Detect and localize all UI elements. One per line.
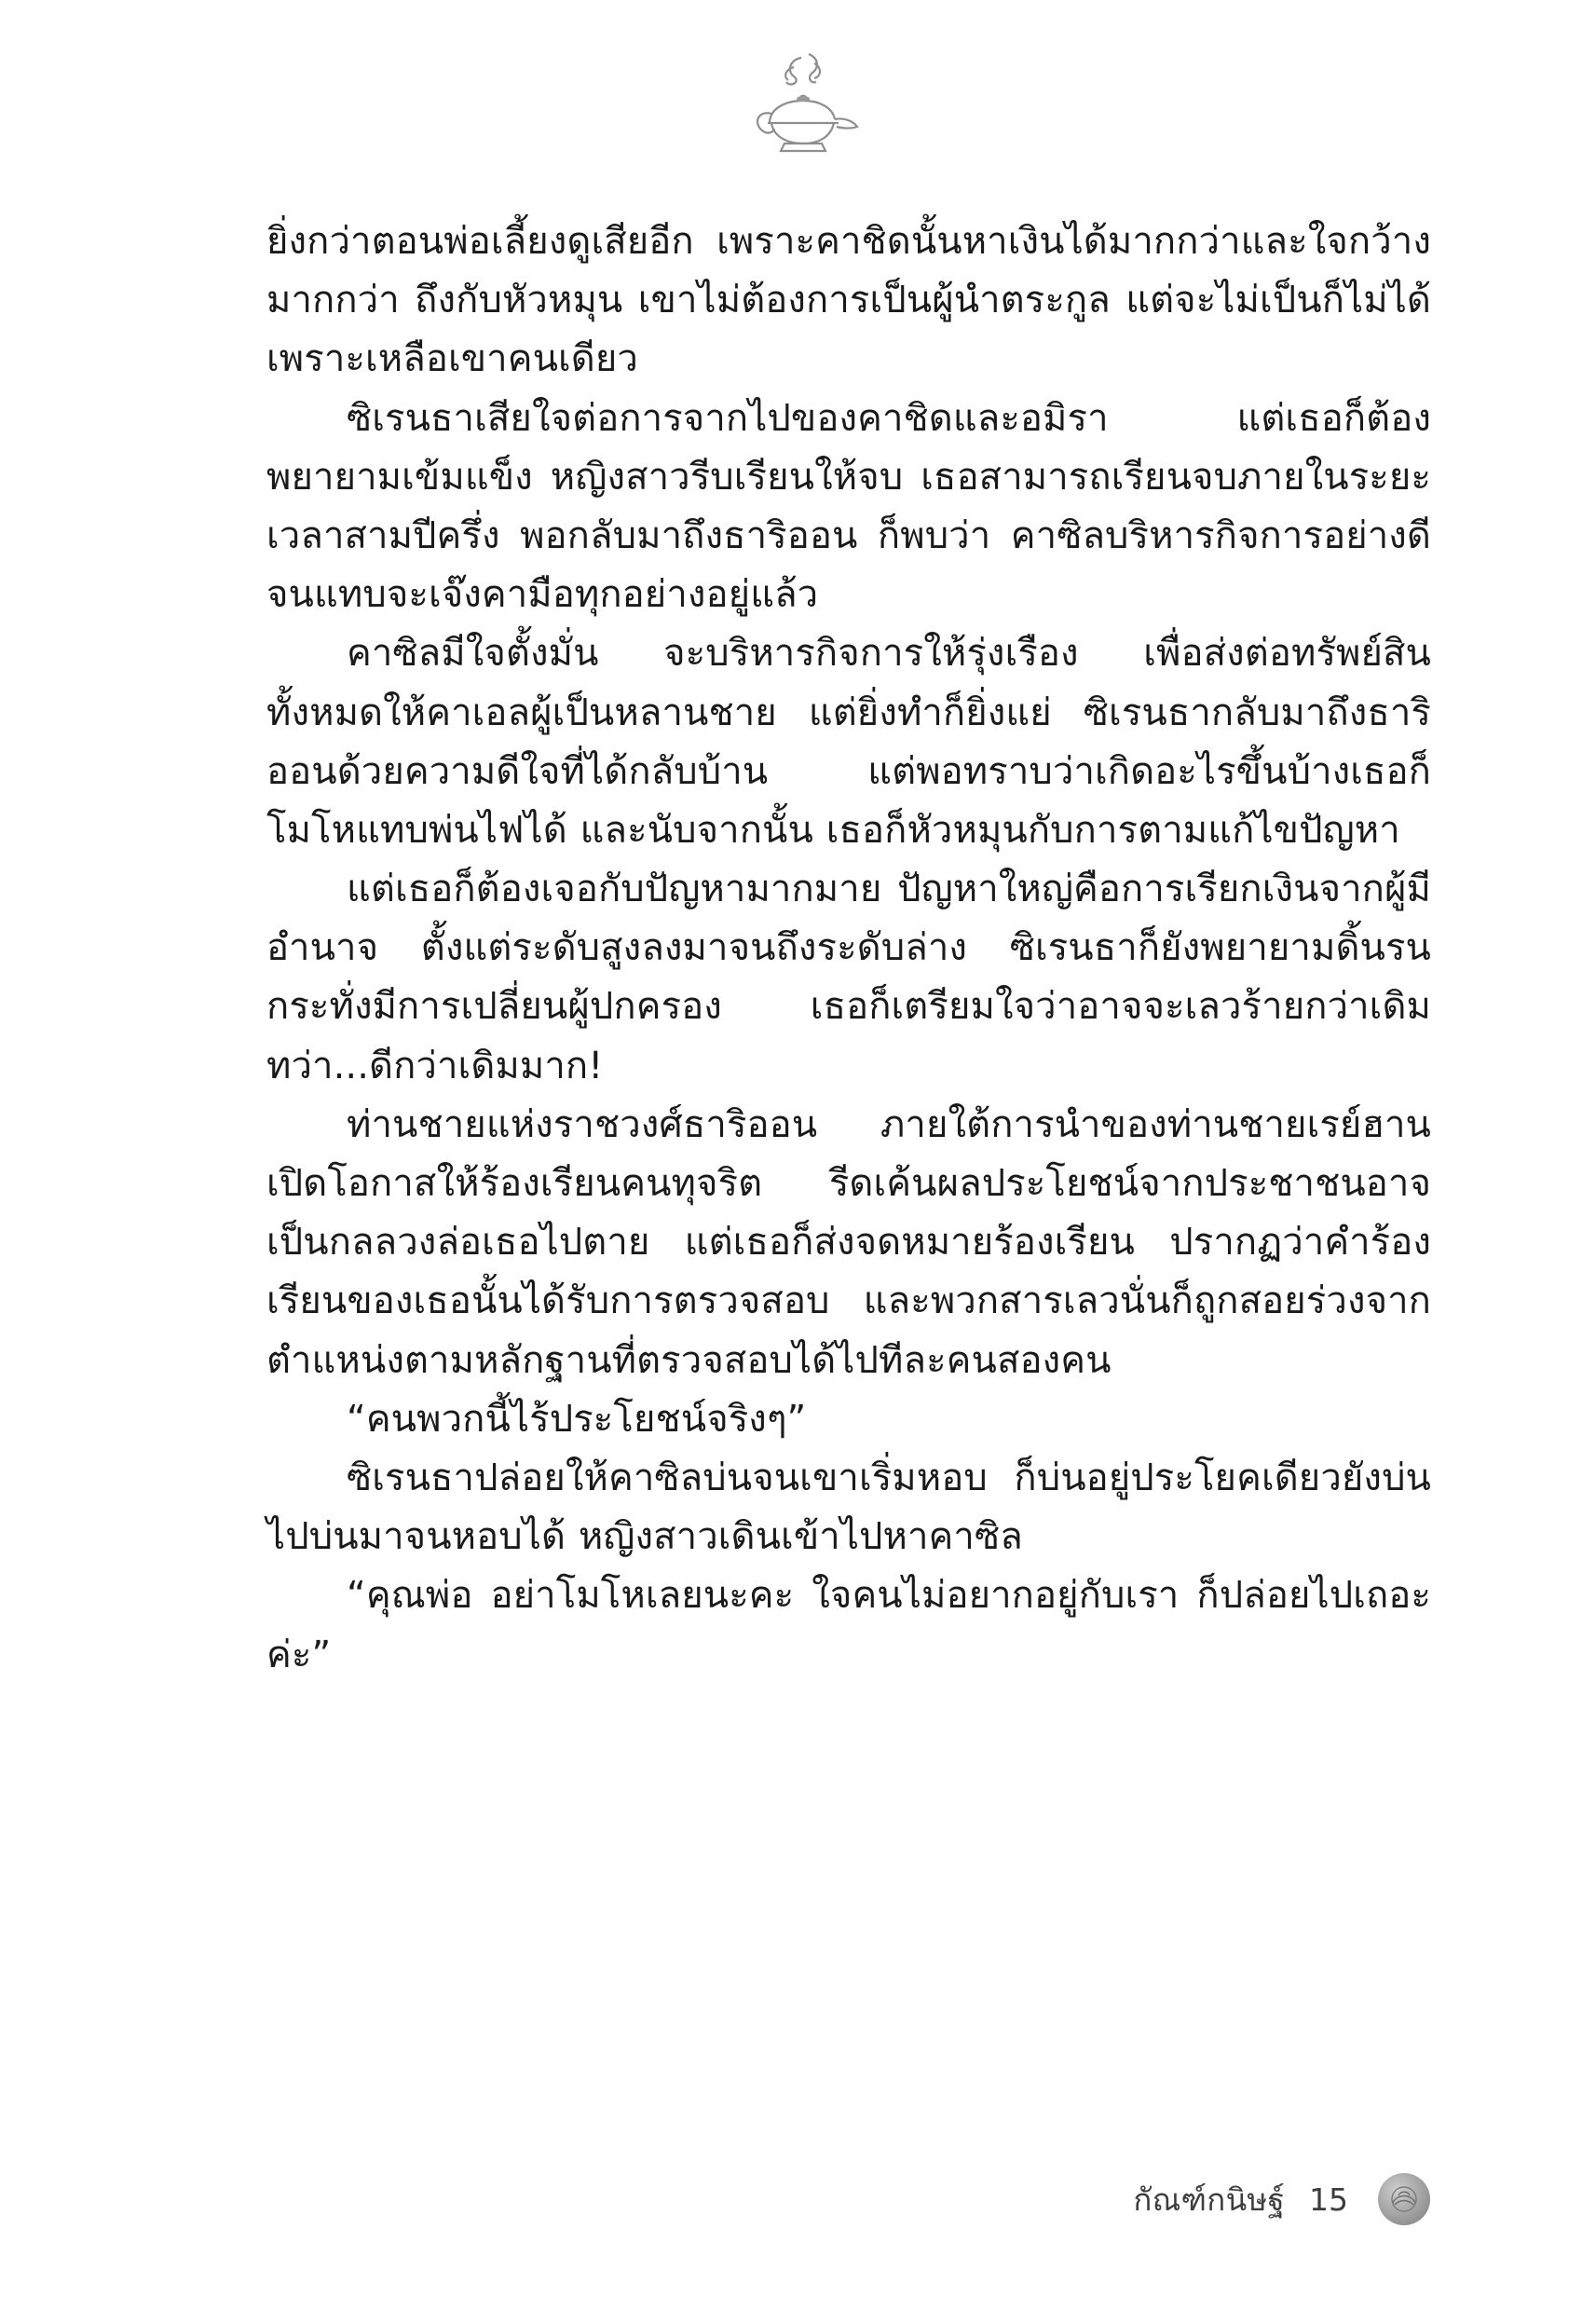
round-seal-emblem-icon	[1378, 2173, 1430, 2225]
paragraph-dialogue: “คุณพ่อ อย่าโมโหเลยนะคะ ใจคนไม่อยากอยู่กับเรา ก็ปล่อยไปเถอะค่ะ”	[266, 1574, 1431, 1676]
paragraph-dialogue: “คนพวกนี้ไร้ประโยชน์จริงๆ”	[347, 1397, 807, 1441]
paragraph: แต่เธอก็ต้องเจอกับปัญหามากมาย ปัญหาใหญ่คือการเรียกเงินจากผู้มีอำนาจ ตั้งแต่ระดับสูงลงมาจนถึงระดับล่าง ซิเรนธาก็ยังพยายามดิ้นรน กระทั่งมีการเปลี่ยนผู้ปกครอง เธอก็เตรียมใจว่าอาจจะเลวร้ายกว่าเดิม ทว่า...ดีกว่าเดิมมาก!	[266, 868, 1431, 1087]
genie-lamp-icon	[729, 50, 868, 160]
page-footer	[1133, 2173, 1430, 2225]
header-ornament	[0, 45, 1596, 166]
footer-page-number: 15	[1309, 2181, 1348, 2218]
paragraph: ซิเรนธาปล่อยให้คาซิลบ่นจนเขาเริ่มหอบ ก็บ่นอยู่ประโยคเดียวยังบ่นไปบ่นมาจนหอบได้ หญิงสาวเดินเข้าไปหาคาซิล	[266, 1456, 1431, 1559]
paragraph: ท่านชายแห่งราชวงศ์ธาริออน ภายใต้การนำของท่านชายเรย์ฮานเปิดโอกาสให้ร้องเรียนคนทุจริต รีดเค้นผลประโยชน์จากประชาชนอาจเป็นกลลวงล่อเธอไปตาย แต่เธอก็ส่งจดหมายร้องเรียน ปรากฏว่าคำร้องเรียนของเธอนั้นได้รับการตรวจสอบ และพวกสารเลวนั่นก็ถูกสอยร่วงจากตำแหน่งตามหลักฐานที่ตรวจสอบได้ไปทีละคนสองคน	[266, 1102, 1431, 1382]
footer-book-title: กัณฑ์กนิษฐ์	[1133, 2181, 1285, 2218]
paragraph: คาซิลมีใจตั้งมั่น จะบริหารกิจการให้รุ่งเรือง เพื่อส่งต่อทรัพย์สินทั้งหมดให้คาเอลผู้เป็นหลานชาย แต่ยิ่งทำก็ยิ่งแย่ ซิเรนธากลับมาถึงธาริออนด้วยความดีใจที่ได้กลับบ้าน แต่พอทราบว่าเกิดอะไรขึ้นบ้างเธอก็โมโหแทบพ่นไฟได้ และนับจากนั้น เธอก็หัวหมุนกับการตามแก้ไขปัญหา	[266, 632, 1431, 852]
paragraph: ซิเรนธาเสียใจต่อการจากไปของคาชิดและอมิรา แต่เธอก็ต้องพยายามเข้มแข็ง หญิงสาวรีบเรียนให้จบ เธอสามารถเรียนจบภายในระยะเวลาสามปีครึ่ง พอกลับมาถึงธาริออน ก็พบว่า คาซิลบริหารกิจการอย่างดีจนแทบจะเจ๊งคามือทุกอย่างอยู่แล้ว	[266, 396, 1431, 617]
page-body	[266, 212, 1431, 1685]
paragraph: ยิ่งกว่าตอนพ่อเลี้ยงดูเสียอีก เพราะคาชิดนั้นหาเงินได้มากกว่าและใจกว้างมากกว่า ถึงกับหัวหมุน เขาไม่ต้องการเป็นผู้นำตระกูล แต่จะไม่เป็นก็ไม่ได้ เพราะเหลือเขาคนเดียว	[266, 220, 1431, 381]
